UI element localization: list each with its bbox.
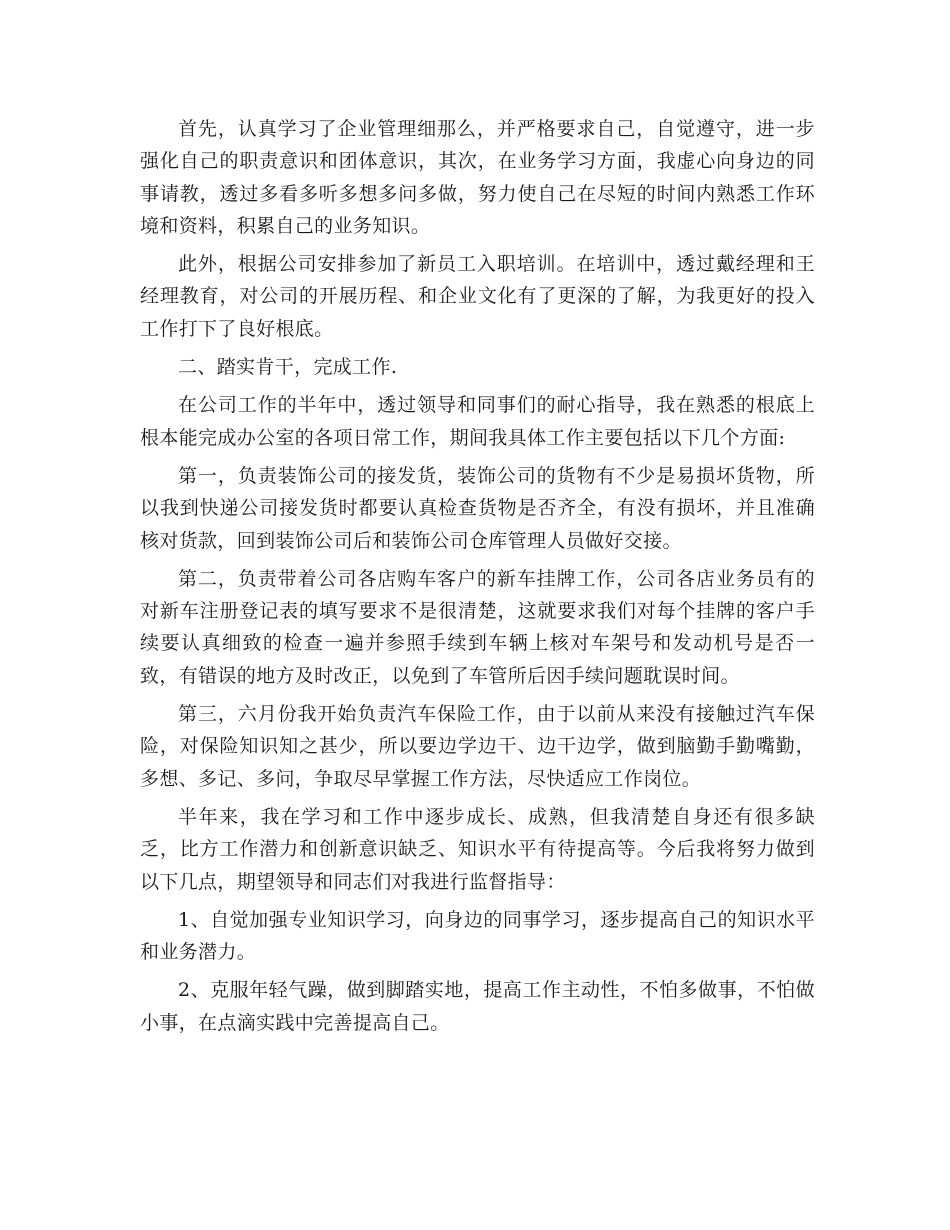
list-item-1: 1、自觉加强专业知识学习，向身边的同事学习，逐步提高自己的知识水平和业务潜力。 bbox=[140, 908, 815, 964]
paragraph-7: 半年来，我在学习和工作中逐步成长、成熟，但我清楚自身还有很多缺乏，比方工作潜力和创新意识缺乏、知识水平有待提高等。今后我将努力做到以下几点，期望领导和同志们对我进行监督指导： bbox=[140, 805, 815, 893]
paragraph-1: 首先，认真学习了企业管理细那么，并严格要求自己，自觉遵守，进一步强化自己的职责意识和团体意识，其次，在业务学习方面，我虚心向身边的同事请教，透过多看多听多想多问多做，努力使自己在尽短的时间内熟悉工作环境和资料，积累自己的业务知识。 bbox=[140, 118, 815, 237]
section-heading: 二、踏实肯干，完成工作. bbox=[178, 356, 398, 379]
paragraph-5: 第二，负责带着公司各店购车客户的新车挂牌工作，公司各店业务员有的对新车注册登记表的填写要求不是很清楚，这就要求我们对每个挂牌的客户手续要认真细致的检查一遍并参照手续到车辆上核对车架号和发动机号是否一致，有错误的地方及时改正，以免到了车管所后因手续问题耽误时间。 bbox=[140, 567, 815, 687]
paragraph-3: 在公司工作的半年中，透过领导和同事们的耐心指导，我在熟悉的根底上根本能完成办公室的各项日常工作，期间我具体工作主要包括以下几个方面: bbox=[140, 394, 815, 449]
document-body bbox=[140, 113, 815, 1045]
paragraph-6: 第三，六月份我开始负责汽车保险工作，由于以前从来没有接触过汽车保险，对保险知识知之甚少，所以要边学边干、边干边学，做到脑勤手勤嘴勤，多想、多记、多问，争取尽早掌握工作方法，尽快适应工作岗位。 bbox=[140, 703, 815, 790]
paragraph-4: 第一，负责装饰公司的接发货，装饰公司的货物有不少是易损坏货物，所以我到快递公司接发货时都要认真检查货物是否齐全，有没有损坏，并且准确核对货款，回到装饰公司后和装饰公司仓库管理人员做好交接。 bbox=[140, 464, 815, 552]
list-item-2: 2、克服年轻气躁，做到脚踏实地，提高工作主动性，不怕多做事，不怕做小事，在点滴实践中完善提高自己。 bbox=[140, 979, 815, 1034]
paragraph-2: 此外，根据公司安排参加了新员工入职培训。在培训中，透过戴经理和王经理教育，对公司的开展历程、和企业文化有了更深的了解，为我更好的投入工作打下了良好根底。 bbox=[140, 253, 815, 340]
